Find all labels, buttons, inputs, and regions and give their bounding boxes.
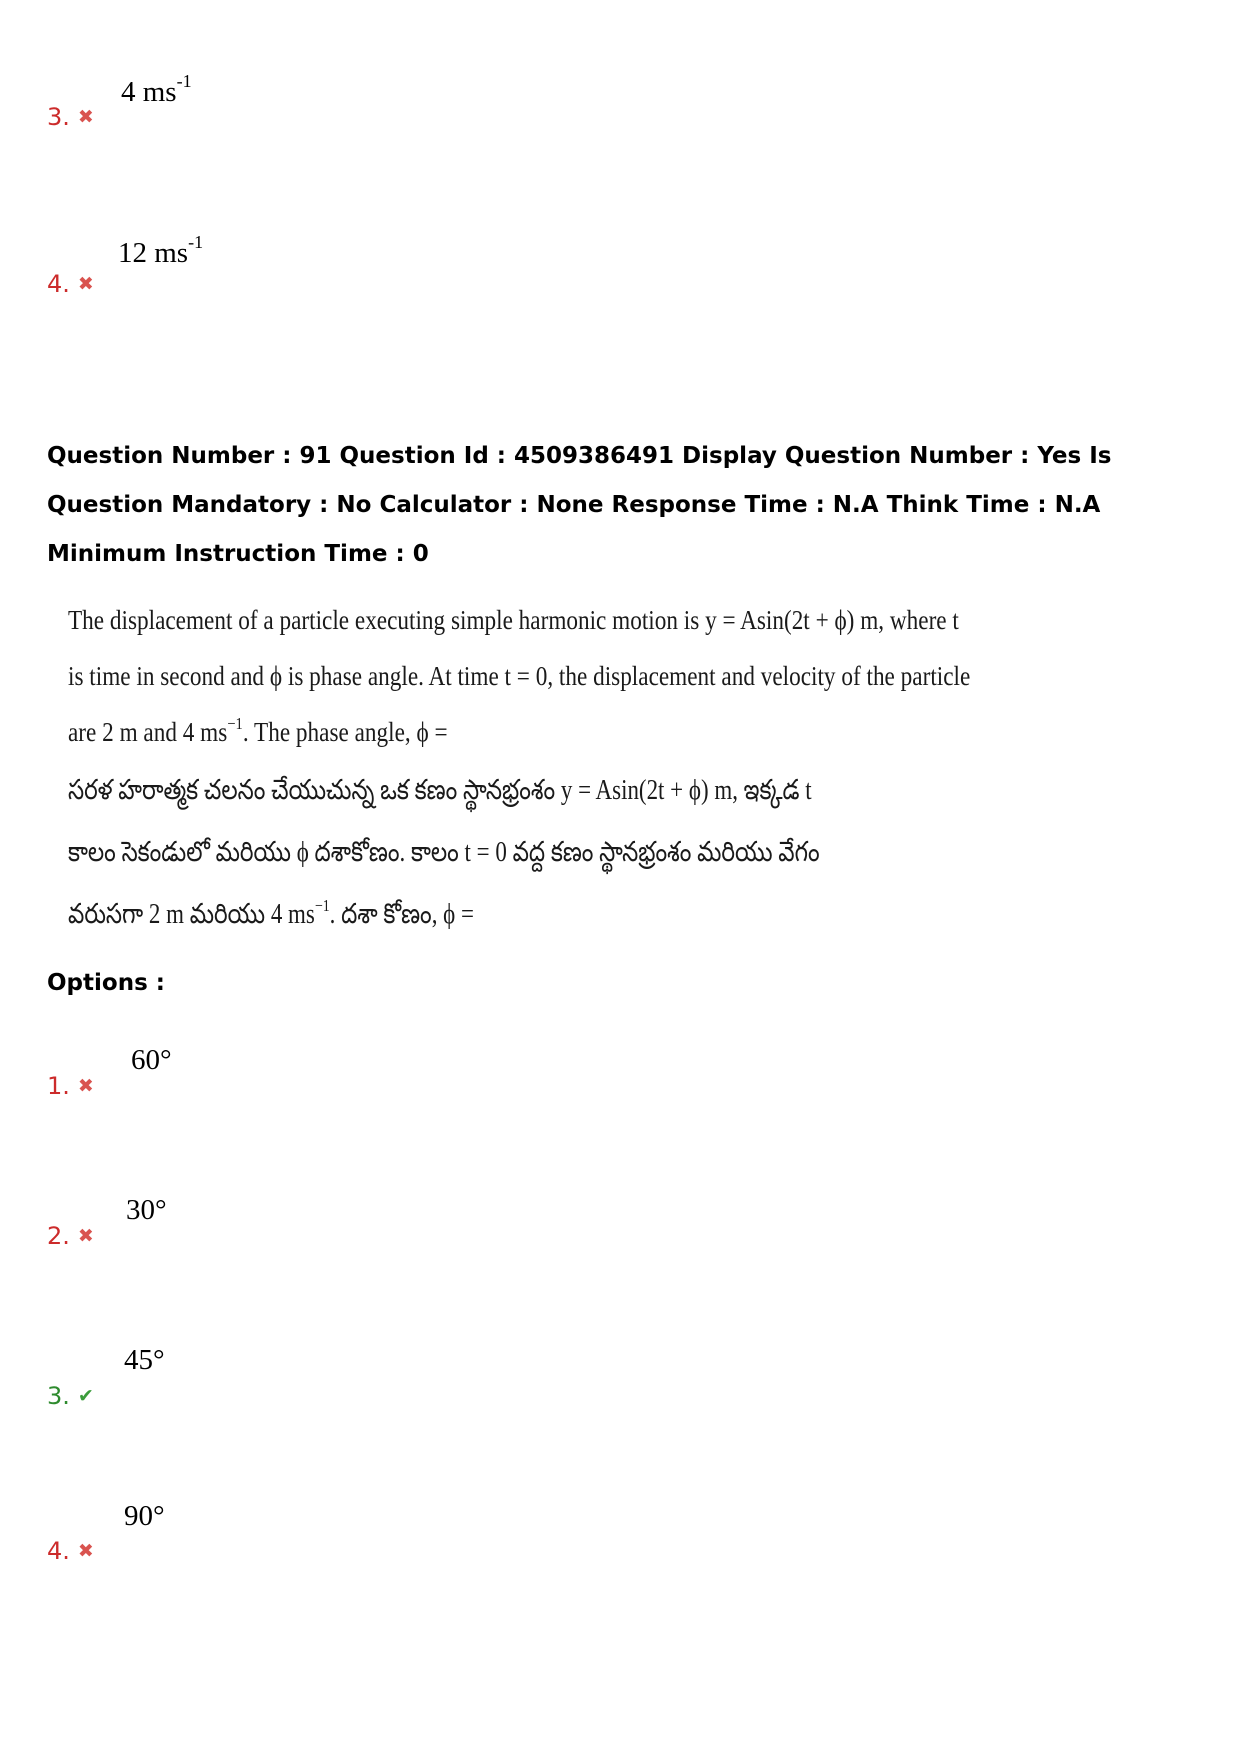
option-2-value: 30° bbox=[126, 1194, 167, 1226]
question-line-en-1: The displacement of a particle executing simple harmonic motion is y = Asin(2t + ϕ) m, where t bbox=[68, 605, 959, 635]
option-number: 2. bbox=[47, 1222, 70, 1250]
question-text bbox=[68, 592, 971, 946]
option-2 bbox=[47, 1222, 94, 1250]
options-label: Options : bbox=[47, 970, 165, 996]
option-3-value: 45° bbox=[124, 1344, 165, 1376]
option-3 bbox=[47, 1382, 94, 1410]
question-line-te-3: వరుసగా 2 m మరియు 4 $ms^{-1}$. దశా కోణం, ϕ = bbox=[68, 896, 474, 930]
cross-icon: ✖ bbox=[77, 1540, 94, 1562]
question-metadata: Question Number : 91 Question Id : 4509386491 Display Question Number : Yes Is Question Mandatory : No Calculator : None Response Time : N.A Think Time : N.A Minimum Instruction Time : 0 bbox=[47, 443, 1112, 567]
cross-icon: ✖ bbox=[77, 273, 94, 295]
prev-option-3-value: 4 $ms^{-1}$ bbox=[121, 71, 192, 108]
cross-icon: ✖ bbox=[77, 106, 94, 128]
question-line-te-1: సరళ హరాత్మక చలనం చేయుచున్న ఒక కణం స్థానభ్రంశం y = Asin(2t + ϕ) m, ఇక్కడ t bbox=[68, 775, 812, 806]
option-4 bbox=[47, 1537, 94, 1565]
cross-icon: ✖ bbox=[77, 1225, 94, 1247]
option-number: 4. bbox=[47, 270, 70, 298]
prev-option-4 bbox=[47, 270, 94, 298]
option-number: 3. bbox=[47, 1382, 70, 1410]
question-line-te-2: కాలం సెకండులో మరియు ϕ దశాకోణం. కాలం t = 0 వద్ద కణం స్థానభ్రంశం మరియు వేగం bbox=[68, 837, 820, 868]
option-1-value: 60° bbox=[131, 1044, 172, 1076]
option-1 bbox=[47, 1072, 94, 1100]
question-line-en-3: are 2 m and 4 $ms^{-1}$. The phase angle, ϕ = bbox=[68, 714, 448, 747]
prev-option-4-value: 12 $ms^{-1}$ bbox=[118, 232, 204, 269]
option-4-value: 90° bbox=[124, 1500, 165, 1532]
option-number: 4. bbox=[47, 1537, 70, 1565]
cross-icon: ✖ bbox=[77, 1075, 94, 1097]
option-number: 1. bbox=[47, 1072, 70, 1100]
option-number: 3. bbox=[47, 103, 70, 131]
question-line-en-2: is time in second and ϕ is phase angle. At time t = 0, the displacement and velocity of the particle bbox=[68, 661, 971, 691]
check-icon: ✔ bbox=[77, 1385, 94, 1407]
prev-option-3 bbox=[47, 103, 94, 131]
